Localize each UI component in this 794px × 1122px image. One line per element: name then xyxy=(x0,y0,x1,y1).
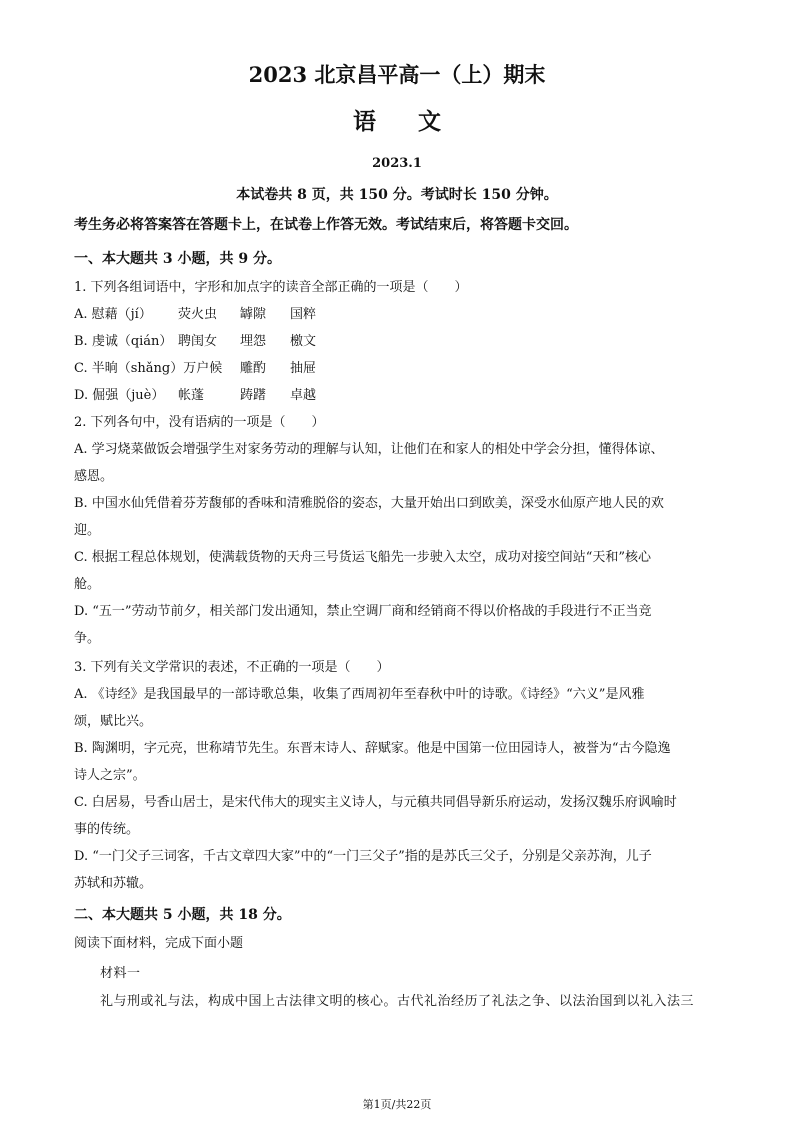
q1-option-a xyxy=(74,306,722,324)
exam-notice: 考生务必将答案答在答题卡上，在试卷上作答无效。考试结束后，将答题卡交回。 xyxy=(74,217,578,233)
q1-a-word1: A. 慰藉（jí） xyxy=(74,307,152,322)
subject-title: 语文 xyxy=(353,108,483,135)
q3-option-c-line2: 事的传统。 xyxy=(74,822,140,837)
q1-b-word2: 聘闺女 xyxy=(178,334,218,349)
q1-stem: 1. 下列各组词语中，字形和加点字的读音全部正确的一项是（ ） xyxy=(74,280,468,295)
q1-c-word1: C. 半晌（shǎng）万户候 xyxy=(74,361,223,376)
section-1-heading: 一、本大题共 3 小题，共 9 分。 xyxy=(74,251,281,267)
q2-stem: 2. 下列各句中，没有语病的一项是（ ） xyxy=(74,415,325,430)
exam-title: 2023 北京昌平高一（上）期末 xyxy=(248,62,546,87)
material-text: 礼与刑或礼与法，构成中国上古法律文明的核心。古代礼治经历了礼法之争、以法治国到以礼入法三 xyxy=(100,994,695,1009)
q2-option-c-line1: C. 根据工程总体规划，使满载货物的天舟三号货运飞船先一步驶入太空，成功对接空间站“天和”核心 xyxy=(74,550,652,565)
material-label: 材料一 xyxy=(100,966,141,981)
q1-c-word4: 抽屉 xyxy=(290,361,317,376)
q2-option-a-line1: A. 学习烧菜做饭会增强学生对家务劳动的理解与认知，让他们在和家人的相处中学会分担，懂得体谅、 xyxy=(74,442,664,457)
q2-option-b-line2: 迎。 xyxy=(74,523,101,538)
section-2-heading: 二、本大题共 5 小题，共 18 分。 xyxy=(74,907,291,923)
q3-option-a-line2: 颂，赋比兴。 xyxy=(74,714,153,729)
q1-option-b xyxy=(74,333,722,351)
q1-b-word3: 埋怨 xyxy=(240,334,267,349)
q3-option-a-line1: A. 《诗经》是我国最早的一部诗歌总集，收集了西周初年至春秋中叶的诗歌。《诗经》“六义”是风雅 xyxy=(74,687,645,702)
q3-option-b-line2: 诗人之宗”。 xyxy=(74,768,146,783)
q1-c-word3: 雕酌 xyxy=(240,361,267,376)
q2-option-c-line2: 舱。 xyxy=(74,577,101,592)
q1-d-word3: 踌躇 xyxy=(240,388,267,403)
q1-b-word4: 檄文 xyxy=(290,334,317,349)
q3-option-d-line1: D. “一门父子三词客，千古文章四大家”中的“一门三父子”指的是苏氏三父子，分别是父亲苏洵，儿子 xyxy=(74,849,652,864)
exam-date: 2023.1 xyxy=(372,156,422,171)
q1-option-d xyxy=(74,387,722,405)
q2-option-d-line1: D. “五一”劳动节前夕，相关部门发出通知，禁止空调厂商和经销商不得以价格战的手段进行不正当竞 xyxy=(74,604,652,619)
q1-d-word2: 帐蓬 xyxy=(178,388,205,403)
q3-option-c-line1: C. 白居易，号香山居士，是宋代伟大的现实主义诗人，与元稹共同倡导新乐府运动，发扬汉魏乐府讽喻时 xyxy=(74,795,677,810)
q3-option-d-line2: 苏轼和苏辙。 xyxy=(74,876,153,891)
q3-stem: 3. 下列有关文学常识的表述，不正确的一项是（ ） xyxy=(74,660,390,675)
q1-a-word4: 国粹 xyxy=(290,307,317,322)
exam-info: 本试卷共 8 页，共 150 分。考试时长 150 分钟。 xyxy=(236,187,558,203)
q1-b-word1: B. 虔诚（qián） xyxy=(74,334,173,349)
q2-option-b-line1: B. 中国水仙凭借着芬芳馥郁的香味和清雅脱俗的姿态，大量开始出口到欧美，深受水仙原产地人民的欢 xyxy=(74,496,664,511)
q2-option-a-line2: 感恩。 xyxy=(74,469,114,484)
q1-option-c xyxy=(74,360,722,378)
section-2-intro: 阅读下面材料，完成下面小题 xyxy=(74,936,244,951)
q2-option-d-line2: 争。 xyxy=(74,631,101,646)
page-number: 第1页/共22页 xyxy=(362,1098,432,1111)
q1-d-word4: 卓越 xyxy=(290,388,317,403)
q1-a-word3: 罅隙 xyxy=(240,307,267,322)
q1-d-word1: D. 倔强（juè） xyxy=(74,388,165,403)
q1-a-word2: 荧火虫 xyxy=(178,307,218,322)
q3-option-b-line1: B. 陶渊明，字元亮，世称靖节先生。东晋末诗人、辞赋家。他是中国第一位田园诗人，被誉为“古今隐逸 xyxy=(74,741,671,756)
